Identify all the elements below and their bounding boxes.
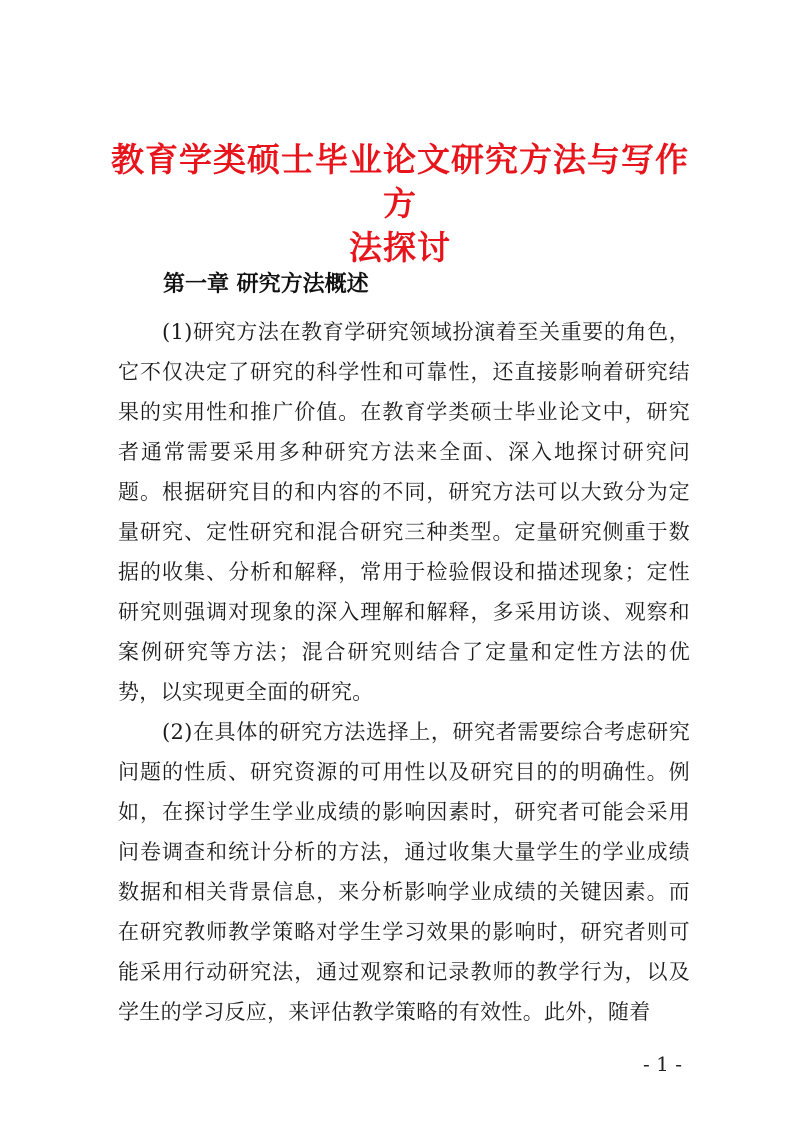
document-title — [100, 138, 700, 270]
title-line-1: 教育学类硕士毕业论文研究方法与写作方 — [111, 140, 689, 223]
page-number: - 1 - — [643, 1052, 682, 1076]
chapter-heading: 第一章 研究方法概述 — [163, 272, 369, 297]
body-text — [118, 312, 690, 1032]
paragraph-2: (2)在具体的研究方法选择上，研究者需要综合考虑研究问题的性质、研究资源的可用性以及研究目的的明确性。例如，在探讨学生学业成绩的影响因素时，研究者可能会采用问卷调查和统计分析的方法，通过收集大量学生的学业成绩数据和相关背景信息，来分析影响学业成绩的关键因素。而在研究教师教学策略对学生学习效果的影响时，研究者则可能采用行动研究法，通过观察和记录教师的教学行为，以及学生的学习反应，来评估教学策略的有效性。此外，随着 — [118, 720, 690, 1024]
paragraph-1: (1)研究方法在教育学研究领域扮演着至关重要的角色，它不仅决定了研究的科学性和可靠性，还直接影响着研究结果的实用性和推广价值。在教育学类硕士毕业论文中，研究者通常需要采用多种研究方法来全面、深入地探讨研究问题。根据研究目的和内容的不同，研究方法可以大致分为定量研究、定性研究和混合研究三种类型。定量研究侧重于数据的收集、分析和解释，常用于检验假设和描述现象；定性研究则强调对现象的深入理解和解释，多采用访谈、观察和案例研究等方法；混合研究则结合了定量和定性方法的优势，以实现更全面的研究。 — [118, 320, 690, 704]
title-line-2: 法探讨 — [349, 228, 451, 267]
